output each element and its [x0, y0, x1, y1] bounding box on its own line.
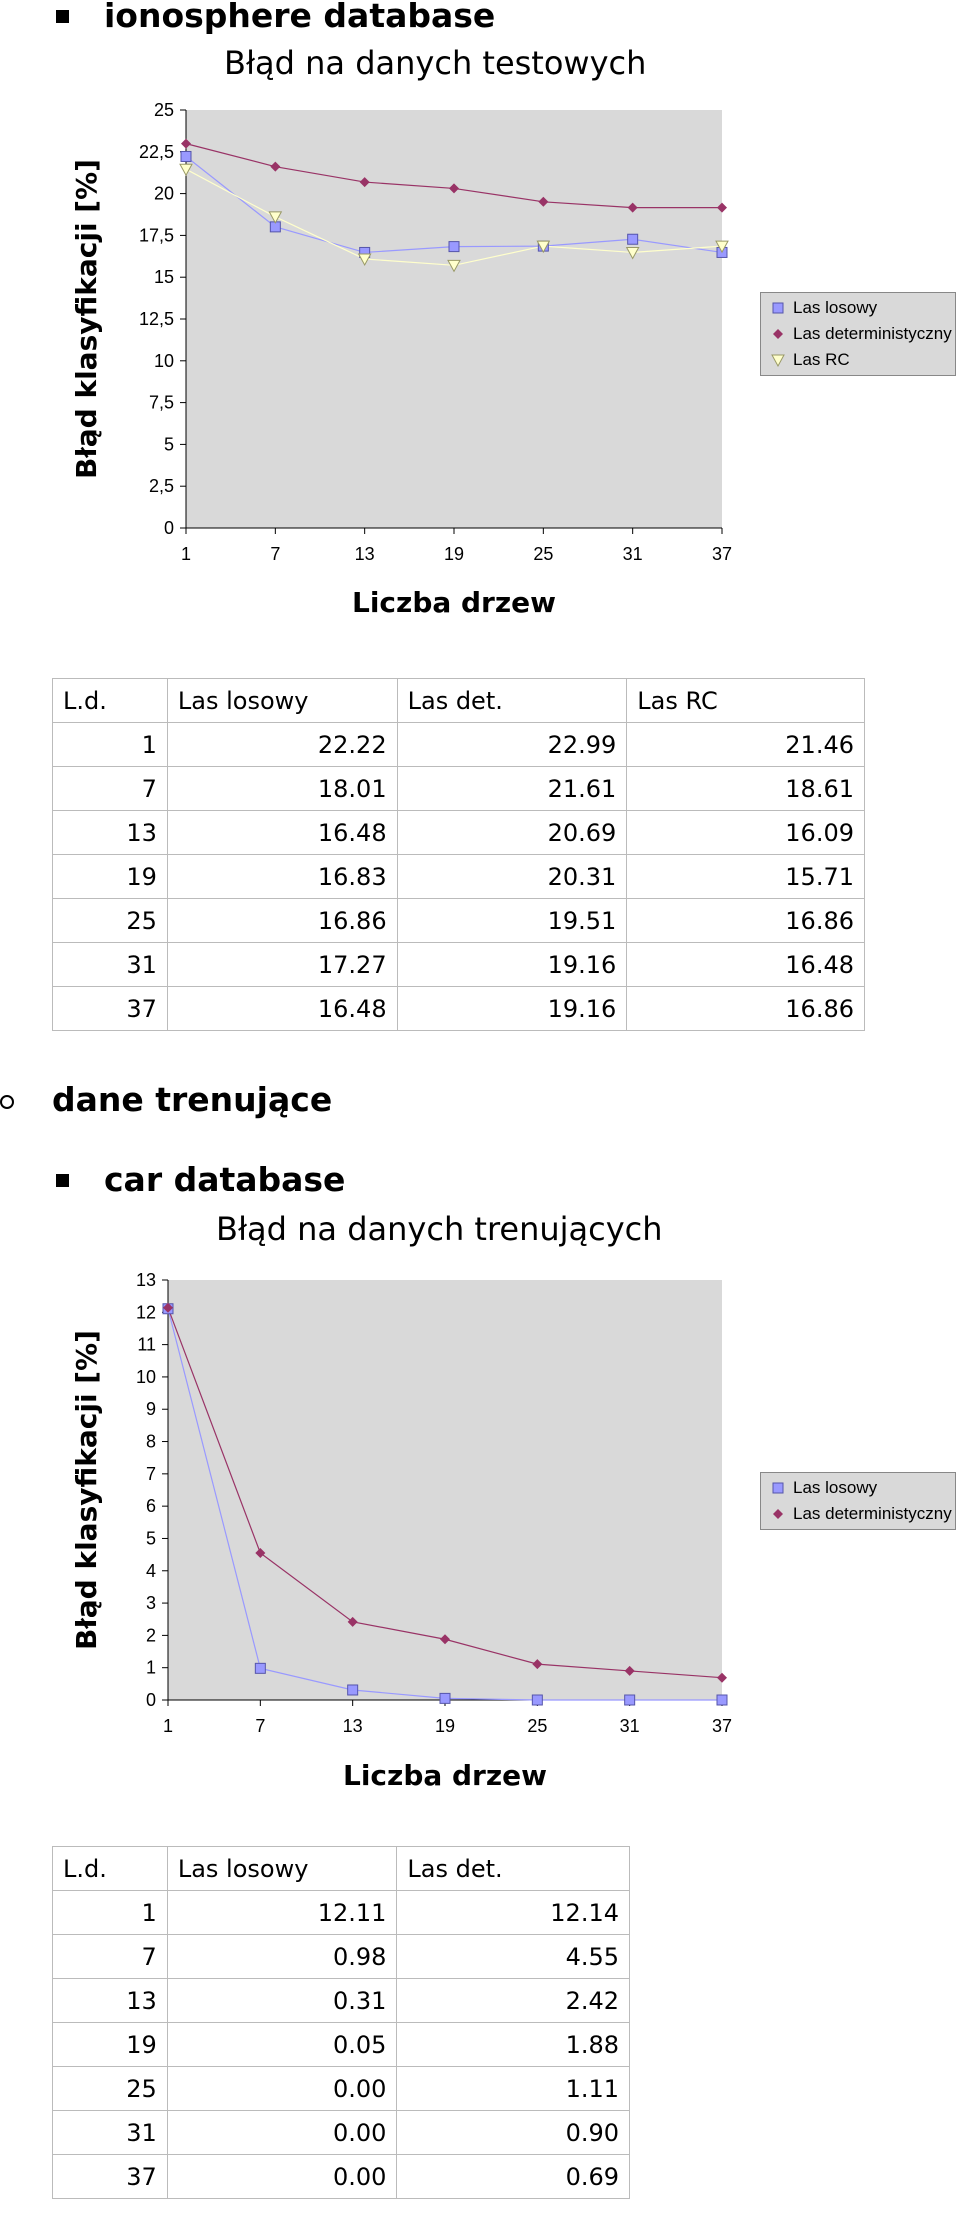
data-point-series-0: [181, 151, 191, 161]
x-tick-label: 31: [619, 1716, 640, 1736]
x-tick-label: 19: [443, 544, 465, 564]
y-tick-label: 9: [145, 1399, 156, 1420]
table-cell: 37: [53, 2155, 168, 2199]
table-row: [53, 1891, 630, 1935]
table-header-row: [53, 1847, 630, 1891]
y-tick-label: 4: [145, 1560, 156, 1581]
table-cell: 0.90: [397, 2111, 630, 2155]
table-cell: 13: [53, 1979, 168, 2023]
table-cell: 1: [53, 723, 168, 767]
y-tick-label: 3: [145, 1593, 156, 1614]
table-cell: 7: [53, 767, 168, 811]
legend-item: [761, 321, 955, 347]
table-cell: 21.61: [397, 767, 627, 811]
x-tick-label: 1: [162, 1716, 174, 1736]
data-point-series-0: [628, 234, 638, 244]
table-cell: 4.55: [397, 1935, 630, 1979]
y-tick-label: 12,5: [138, 309, 174, 329]
y-tick-label: 10: [135, 1366, 156, 1387]
table-cell: 16.09: [627, 811, 865, 855]
legend-item: [761, 1475, 955, 1501]
table-header-cell: L.d.: [53, 1847, 168, 1891]
car-heading: car database: [104, 1160, 346, 1199]
table-cell: 20.69: [397, 811, 627, 855]
legend-marker: [773, 1509, 783, 1519]
table-cell: 13: [53, 811, 168, 855]
y-tick-label: 10: [153, 350, 174, 371]
table-cell: 16.86: [627, 899, 865, 943]
x-tick-label: 19: [434, 1716, 456, 1736]
table-cell: 31: [53, 2111, 168, 2155]
legend-marker-icon: [771, 353, 785, 367]
table-cell: 16.86: [627, 987, 865, 1031]
table-header-cell: Las losowy: [167, 1847, 397, 1891]
legend-marker-icon: [771, 1481, 785, 1495]
legend-marker: [772, 355, 784, 366]
table-header-row: [53, 679, 865, 723]
x-tick-label: 37: [711, 544, 733, 564]
y-tick-label: 5: [163, 434, 174, 455]
chart-2-title: Błąd na danych trenujących: [216, 1210, 663, 1248]
x-tick-label: 7: [270, 544, 281, 564]
chart-1-title: Błąd na danych testowych: [224, 44, 647, 82]
train-heading: dane trenujące: [52, 1080, 333, 1119]
legend-marker: [773, 1483, 783, 1493]
legend-marker: [773, 329, 783, 339]
legend-item: [761, 347, 955, 373]
x-tick-label: 25: [533, 544, 554, 564]
table-cell: 16.48: [167, 811, 397, 855]
table-cell: 16.86: [167, 899, 397, 943]
table-row: [53, 987, 865, 1031]
table-cell: 18.01: [167, 767, 397, 811]
y-tick-label: 8: [145, 1431, 156, 1452]
legend-marker-icon: [771, 301, 785, 315]
table-cell: 19: [53, 2023, 168, 2067]
chart-2: [0, 1250, 960, 1850]
y-tick-label: 6: [145, 1496, 156, 1517]
table-header-cell: Las det.: [397, 1847, 630, 1891]
legend-marker-icon: [771, 1507, 785, 1521]
x-tick-label: 31: [622, 544, 643, 564]
ionosphere-table: [52, 678, 865, 1031]
table-header-cell: L.d.: [53, 679, 168, 723]
table-row: [53, 2067, 630, 2111]
table-cell: 0.00: [167, 2155, 397, 2199]
data-point-series-0: [449, 242, 459, 252]
table-cell: 17.27: [167, 943, 397, 987]
ionosphere-heading: ionosphere database: [104, 0, 496, 35]
y-tick-label: 7,5: [148, 392, 174, 413]
table-cell: 0.00: [167, 2067, 397, 2111]
table-row: [53, 943, 865, 987]
data-point-series-0: [440, 1693, 450, 1703]
table-row: [53, 723, 865, 767]
plot-area: [186, 110, 722, 528]
chart-1-legend: [760, 292, 956, 376]
x-tick-label: 1: [180, 544, 192, 564]
table-row: [53, 2155, 630, 2199]
heading-bullet: [56, 1174, 69, 1187]
table-cell: 12.14: [397, 1891, 630, 1935]
legend-item: [761, 1501, 955, 1527]
table-row: [53, 767, 865, 811]
y-tick-label: 2: [145, 1625, 156, 1646]
heading-bullet: [0, 1095, 14, 1109]
legend-marker: [773, 303, 783, 313]
y-tick-label: 0: [163, 518, 174, 538]
table-row: [53, 1979, 630, 2023]
table-cell: 19.16: [397, 943, 627, 987]
table-cell: 22.99: [397, 723, 627, 767]
x-axis-title: Liczba drzew: [351, 586, 557, 619]
table-row: [53, 855, 865, 899]
y-tick-label: 1: [145, 1657, 156, 1678]
y-tick-label: 0: [145, 1690, 156, 1710]
table-row: [53, 899, 865, 943]
table-header-cell: Las RC: [627, 679, 865, 723]
table-cell: 12.11: [167, 1891, 397, 1935]
table-cell: 0.69: [397, 2155, 630, 2199]
table-cell: 21.46: [627, 723, 865, 767]
table-cell: 2.42: [397, 1979, 630, 2023]
y-tick-label: 15: [153, 267, 174, 288]
table-cell: 1: [53, 1891, 168, 1935]
table-cell: 15.71: [627, 855, 865, 899]
x-axis-title: Liczba drzew: [342, 1759, 548, 1792]
data-point-series-0: [625, 1695, 635, 1705]
legend-label: Las losowy: [793, 1478, 878, 1497]
x-tick-label: 13: [342, 1716, 363, 1736]
table-cell: 31: [53, 943, 168, 987]
table-cell: 20.31: [397, 855, 627, 899]
legend-label: Las RC: [793, 350, 850, 369]
table-header-cell: Las det.: [397, 679, 627, 723]
x-tick-label: 13: [354, 544, 375, 564]
data-point-series-0: [348, 1685, 358, 1695]
car-table: [52, 1846, 630, 2199]
x-tick-label: 7: [255, 1716, 266, 1736]
table-row: [53, 2023, 630, 2067]
table-row: [53, 1935, 630, 1979]
table-cell: 16.48: [627, 943, 865, 987]
table-cell: 19.51: [397, 899, 627, 943]
table-cell: 18.61: [627, 767, 865, 811]
table-cell: 37: [53, 987, 168, 1031]
y-tick-label: 2,5: [148, 476, 174, 497]
table-cell: 0.98: [167, 1935, 397, 1979]
y-tick-label: 22,5: [138, 141, 174, 162]
y-tick-label: 12: [135, 1302, 156, 1323]
legend-label: Las losowy: [793, 298, 878, 317]
table-cell: 25: [53, 2067, 168, 2111]
x-tick-label: 37: [711, 1716, 733, 1736]
data-point-series-0: [717, 1695, 727, 1705]
y-tick-label: 25: [153, 100, 174, 120]
legend-label: Las deterministyczny: [793, 1504, 952, 1523]
legend-marker-icon: [771, 327, 785, 341]
x-tick-label: 25: [527, 1716, 548, 1736]
data-point-series-0: [532, 1695, 542, 1705]
y-tick-label: 7: [145, 1463, 156, 1484]
table-header-cell: Las losowy: [167, 679, 397, 723]
y-tick-label: 17,5: [138, 225, 174, 246]
data-point-series-0: [255, 1663, 265, 1673]
table-row: [53, 2111, 630, 2155]
table-cell: 7: [53, 1935, 168, 1979]
table-cell: 25: [53, 899, 168, 943]
y-axis-title: Błąd klasyfikacji [%]: [70, 1330, 103, 1650]
y-tick-label: 20: [153, 183, 174, 204]
table-cell: 19.16: [397, 987, 627, 1031]
table-row: [53, 811, 865, 855]
chart-2-legend: [760, 1472, 956, 1530]
table-cell: 1.88: [397, 2023, 630, 2067]
table-cell: 0.31: [167, 1979, 397, 2023]
table-cell: 19: [53, 855, 168, 899]
table-cell: 22.22: [167, 723, 397, 767]
legend-item: [761, 295, 955, 321]
table-cell: 16.83: [167, 855, 397, 899]
legend-label: Las deterministyczny: [793, 324, 952, 343]
table-cell: 0.00: [167, 2111, 397, 2155]
y-tick-label: 13: [135, 1270, 156, 1290]
y-tick-label: 5: [145, 1528, 156, 1549]
y-axis-title: Błąd klasyfikacji [%]: [70, 159, 103, 479]
table-cell: 1.11: [397, 2067, 630, 2111]
y-tick-label: 11: [137, 1334, 156, 1355]
table-cell: 0.05: [167, 2023, 397, 2067]
table-cell: 16.48: [167, 987, 397, 1031]
